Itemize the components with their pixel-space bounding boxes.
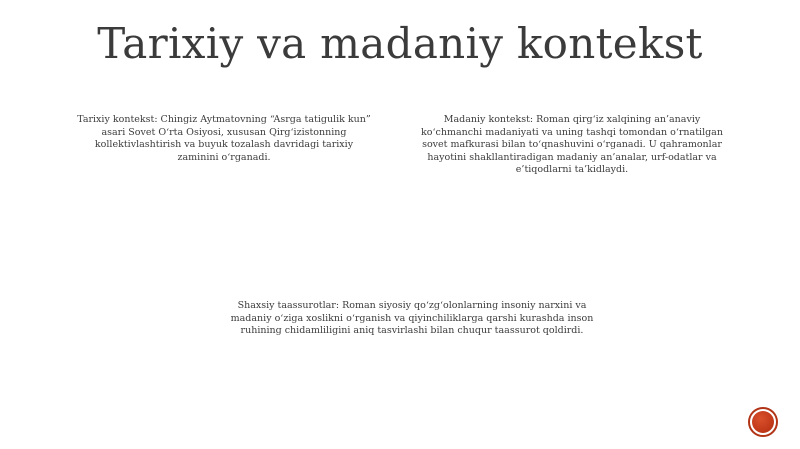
circle-nav-icon bbox=[752, 411, 774, 433]
slide-nav-button[interactable] bbox=[748, 407, 778, 437]
historical-context-text: Tarixiy kontekst: Chingiz Aytmatovning “Asrga tatigulik kun” asari Sovet O‘rta Osiyosi, xususan Qirg‘izistonning kollektivlashtirish va buyuk tozalash davridagi tarixiy zaminini o‘rganadi. bbox=[77, 114, 371, 163]
personal-impressions-text: Shaxsiy taassurotlar: Roman siyosiy qo‘zg‘olonlarning insoniy narxini va madaniy o‘ziga xoslikni o‘rganish va qiyinchiliklarga qarshi kurashda inson ruhining chidamliligini aniq tasvirlashi bilan chuqur taassurot qoldirdi. bbox=[230, 300, 594, 337]
slide-title: Tarixiy va madaniy kontekst bbox=[97, 19, 703, 68]
cultural-context-text: Madaniy kontekst: Roman qirg‘iz xalqining an’anaviy ko‘chmanchi madaniyati va uning tashqi tomondan o‘rnatilgan sovet mafkurasi bilan to‘qnashuvini o‘rganadi. U qahramonlar hayotini shakllantiradigan madaniy an’analar, urf-odatlar va e’tiqodlarni ta’kidlaydi. bbox=[421, 114, 723, 176]
